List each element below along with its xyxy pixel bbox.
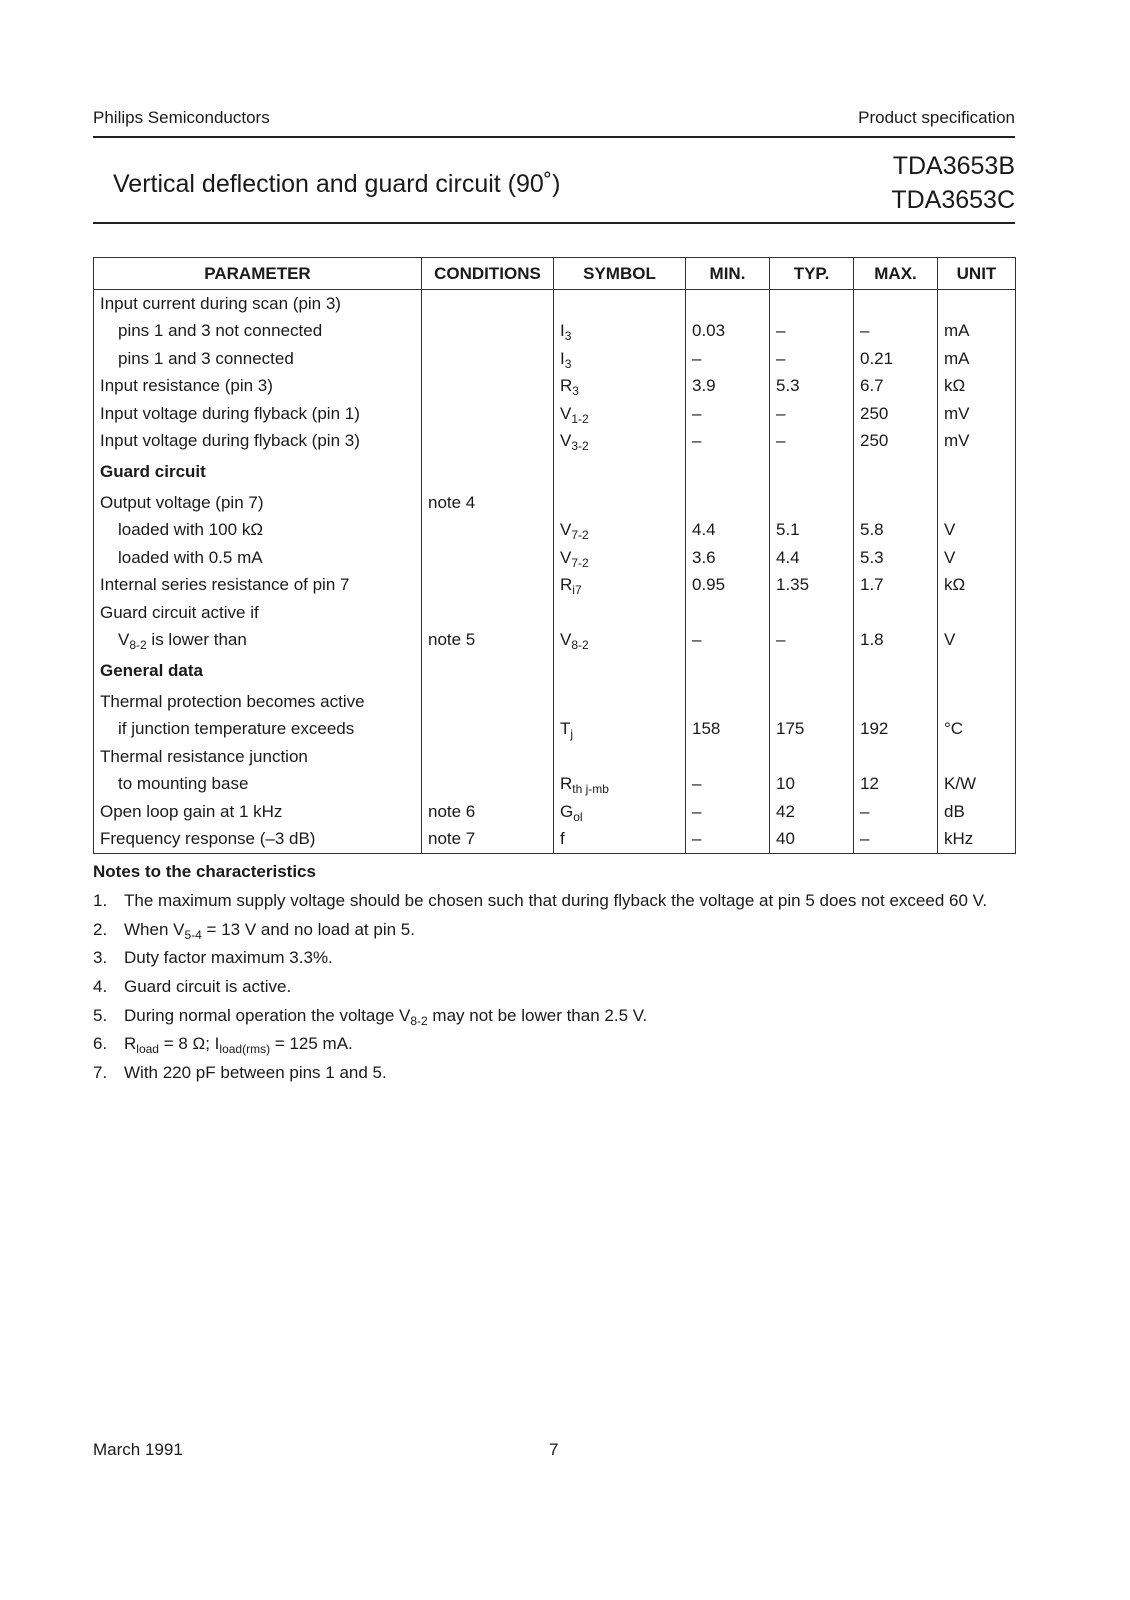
table-row [94,627,1016,655]
cell-conditions [422,716,554,744]
cell-parameter: pins 1 and 3 connected [94,345,422,373]
cell-max: 0.21 [854,345,938,373]
text-segment: V [560,630,572,650]
cell-min: – [686,771,770,799]
cell-typ [770,489,854,517]
cell-min [686,599,770,627]
table-row [94,771,1016,799]
note-item [93,948,1033,977]
cell-min [686,688,770,716]
text-segment: = 13 V and no load at pin 5. [201,919,415,939]
text-segment: G [560,801,574,821]
subscript: load(rms) [219,1042,271,1057]
subscript: 3 [564,329,572,344]
cell-max [854,489,938,517]
cell-unit: mV [938,400,1016,428]
cell-symbol [554,716,686,744]
cell-unit: V [938,627,1016,655]
cell-unit: mA [938,318,1016,346]
note-number: 2. [93,919,108,939]
table-row [94,517,1016,545]
cell-typ: – [770,428,854,456]
cell-min: 0.95 [686,572,770,600]
cell-max: 1.7 [854,572,938,600]
cell-typ: 42 [770,798,854,826]
column-header: UNIT [938,258,1016,290]
text-segment: R [560,774,573,794]
cell-min: – [686,400,770,428]
cell-parameter: Input voltage during flyback (pin 1) [94,400,422,428]
text-segment: = 8 Ω; I [158,1034,220,1054]
cell-symbol [554,290,686,318]
text-segment: V [118,630,130,650]
cell-unit: V [938,517,1016,545]
part-number: TDA3653C [891,186,1015,214]
cell-symbol [554,544,686,572]
cell-symbol [554,318,686,346]
cell-parameter: to mounting base [94,771,422,799]
cell-conditions [422,400,554,428]
table-row [94,572,1016,600]
cell-typ: – [770,345,854,373]
note-number: 4. [93,977,108,997]
subscript: load [136,1042,159,1057]
page-number: 7 [549,1440,559,1459]
column-header: SYMBOL [554,258,686,290]
cell-conditions [422,345,554,373]
cell-unit: mA [938,345,1016,373]
table-row [94,489,1016,517]
cell-parameter: Frequency response (–3 dB) [94,826,422,854]
cell-min: 158 [686,716,770,744]
text-segment: With 220 pF between pins 1 and 5. [124,1063,387,1083]
cell-conditions [422,373,554,401]
cell-max: – [854,318,938,346]
text-segment: V [560,431,572,451]
subscript: 1-2 [571,411,589,426]
table-row [94,544,1016,572]
cell-typ: 40 [770,826,854,854]
note-number: 5. [93,1005,108,1025]
subscript: 7-2 [571,528,589,543]
cell-typ: – [770,318,854,346]
cell-max: 6.7 [854,373,938,401]
cell-unit [938,455,1016,489]
cell-min: 0.03 [686,318,770,346]
header-rule [93,136,1015,138]
note-item [93,920,1033,949]
cell-typ: 4.4 [770,544,854,572]
subscript: 7-2 [571,555,589,570]
cell-parameter: loaded with 0.5 mA [94,544,422,572]
cell-typ: 175 [770,716,854,744]
cell-conditions [422,517,554,545]
cell-parameter: Open loop gain at 1 kHz [94,798,422,826]
cell-parameter: Internal series resistance of pin 7 [94,572,422,600]
cell-typ [770,599,854,627]
text-segment: is lower than [146,630,247,650]
note-number: 6. [93,1034,108,1054]
characteristics-table [93,257,1016,854]
table-row [94,373,1016,401]
part-number: TDA3653B [892,152,1015,180]
cell-max: 12 [854,771,938,799]
note-text [124,948,333,977]
cell-min: – [686,798,770,826]
subscript: 8-2 [410,1013,428,1028]
subscript: 3 [564,356,572,371]
cell-parameter: loaded with 100 kΩ [94,517,422,545]
cell-parameter: General data [94,654,422,688]
note-item [93,891,1033,920]
text-segment: Guard circuit is active. [124,977,292,997]
cell-symbol [554,627,686,655]
subscript: 3 [572,384,579,399]
text-segment: = 125 mA. [270,1034,353,1054]
cell-typ: – [770,627,854,655]
text-segment: R [124,1034,137,1054]
notes-title: Notes to the characteristics [93,862,316,881]
cell-conditions [422,290,554,318]
cell-typ: 1.35 [770,572,854,600]
cell-max [854,599,938,627]
column-header: CONDITIONS [422,258,554,290]
note-text [124,977,291,1006]
note-text [124,1034,353,1063]
cell-min [686,654,770,688]
cell-parameter: if junction temperature exceeds [94,716,422,744]
cell-parameter: Guard circuit [94,455,422,489]
cell-parameter [94,627,422,655]
cell-typ: – [770,400,854,428]
cell-max: 250 [854,400,938,428]
title-rule [93,222,1015,224]
cell-conditions: note 4 [422,489,554,517]
cell-max [854,654,938,688]
cell-parameter: Input resistance (pin 3) [94,373,422,401]
cell-typ [770,688,854,716]
cell-conditions [422,572,554,600]
column-header: PARAMETER [94,258,422,290]
section-row [94,455,1016,489]
cell-conditions [422,428,554,456]
subscript: 8-2 [129,638,147,653]
text-segment: R [560,575,573,595]
note-number: 3. [93,948,108,968]
section-row [94,654,1016,688]
note-text [124,891,987,920]
subscript: th j-mb [572,782,609,797]
cell-min: 4.4 [686,517,770,545]
cell-typ: 10 [770,771,854,799]
cell-symbol [554,428,686,456]
cell-typ: 5.3 [770,373,854,401]
table-row [94,688,1016,716]
subscript: i7 [572,583,582,598]
cell-symbol [554,599,686,627]
cell-max [854,455,938,489]
cell-min: – [686,345,770,373]
cell-parameter: Input current during scan (pin 3) [94,290,422,318]
cell-parameter: Input voltage during flyback (pin 3) [94,428,422,456]
cell-typ [770,455,854,489]
column-header: MAX. [854,258,938,290]
table-row [94,599,1016,627]
cell-max: 250 [854,428,938,456]
text-segment: Duty factor maximum 3.3%. [124,948,333,968]
cell-unit: kΩ [938,373,1016,401]
cell-unit [938,489,1016,517]
cell-unit [938,654,1016,688]
note-text [124,1006,647,1035]
subscript: 8-2 [571,638,589,653]
cell-parameter: Thermal resistance junction [94,743,422,771]
cell-max: 5.8 [854,517,938,545]
text-segment: V [560,520,572,540]
notes-section [93,862,1033,1092]
cell-min [686,455,770,489]
cell-conditions [422,544,554,572]
cell-max: – [854,826,938,854]
table-row [94,743,1016,771]
cell-max [854,743,938,771]
table-row [94,345,1016,373]
document-type: Product specification [858,108,1015,127]
note-text [124,1063,387,1092]
cell-symbol [554,400,686,428]
cell-parameter: pins 1 and 3 not connected [94,318,422,346]
subscript: ol [573,809,583,824]
cell-symbol [554,489,686,517]
cell-unit [938,743,1016,771]
cell-unit: dB [938,798,1016,826]
cell-symbol [554,826,686,854]
cell-symbol [554,688,686,716]
note-number: 1. [93,891,108,910]
cell-parameter: Output voltage (pin 7) [94,489,422,517]
text-segment: During normal operation the voltage V [124,1005,411,1025]
table-row [94,318,1016,346]
cell-max [854,290,938,318]
note-number: 7. [93,1063,108,1083]
subscript: j [570,727,574,742]
text-segment: R [560,376,573,396]
table-row [94,798,1016,826]
cell-symbol [554,517,686,545]
cell-typ: 5.1 [770,517,854,545]
cell-max: 5.3 [854,544,938,572]
cell-typ [770,654,854,688]
cell-min: – [686,826,770,854]
cell-min: – [686,428,770,456]
table-row [94,826,1016,854]
cell-unit: kΩ [938,572,1016,600]
cell-conditions: note 6 [422,798,554,826]
cell-symbol [554,771,686,799]
cell-unit: V [938,544,1016,572]
cell-symbol [554,743,686,771]
text-segment: V [560,403,572,423]
cell-conditions [422,599,554,627]
table-row [94,716,1016,744]
column-header: TYP. [770,258,854,290]
cell-typ [770,290,854,318]
text-segment: The maximum supply voltage should be chosen such that during flyback the voltage at pin 5 does not exceed 60 V. [124,891,988,910]
cell-unit [938,688,1016,716]
table-row [94,400,1016,428]
table-header-row [94,258,1016,290]
text-segment: f [560,829,565,849]
table-row [94,428,1016,456]
cell-conditions [422,654,554,688]
cell-max: 1.8 [854,627,938,655]
cell-unit: mV [938,428,1016,456]
cell-conditions [422,318,554,346]
note-text [124,920,415,949]
text-segment: T [560,719,571,739]
footer-date: March 1991 [93,1440,183,1459]
company-name: Philips Semiconductors [93,108,270,127]
text-segment: I [560,321,565,341]
cell-min: 3.6 [686,544,770,572]
cell-min [686,743,770,771]
cell-min: – [686,627,770,655]
cell-conditions: note 7 [422,826,554,854]
column-header: MIN. [686,258,770,290]
cell-unit: K/W [938,771,1016,799]
subscript: 5-4 [184,927,202,942]
cell-typ [770,743,854,771]
cell-max: – [854,798,938,826]
note-item [93,1034,1033,1063]
cell-parameter: Guard circuit active if [94,599,422,627]
cell-min [686,489,770,517]
text-segment: may not be lower than 2.5 V. [427,1005,648,1025]
cell-symbol [554,455,686,489]
page-title: Vertical deflection and guard circuit (90˚) [113,170,561,198]
subscript: 3-2 [571,439,589,454]
cell-parameter: Thermal protection becomes active [94,688,422,716]
cell-conditions: note 5 [422,627,554,655]
cell-symbol [554,572,686,600]
cell-unit [938,290,1016,318]
note-item [93,977,1033,1006]
cell-symbol [554,345,686,373]
cell-min: 3.9 [686,373,770,401]
cell-symbol [554,798,686,826]
table-row [94,290,1016,318]
cell-max [854,688,938,716]
text-segment: When V [124,919,185,939]
text-segment: V [560,547,572,567]
cell-unit [938,599,1016,627]
cell-conditions [422,771,554,799]
cell-conditions [422,743,554,771]
note-item [93,1063,1033,1092]
cell-max: 192 [854,716,938,744]
note-item [93,1006,1033,1035]
cell-unit: °C [938,716,1016,744]
cell-symbol [554,654,686,688]
text-segment: I [560,348,565,368]
cell-unit: kHz [938,826,1016,854]
cell-conditions [422,455,554,489]
cell-symbol [554,373,686,401]
cell-conditions [422,688,554,716]
cell-min [686,290,770,318]
